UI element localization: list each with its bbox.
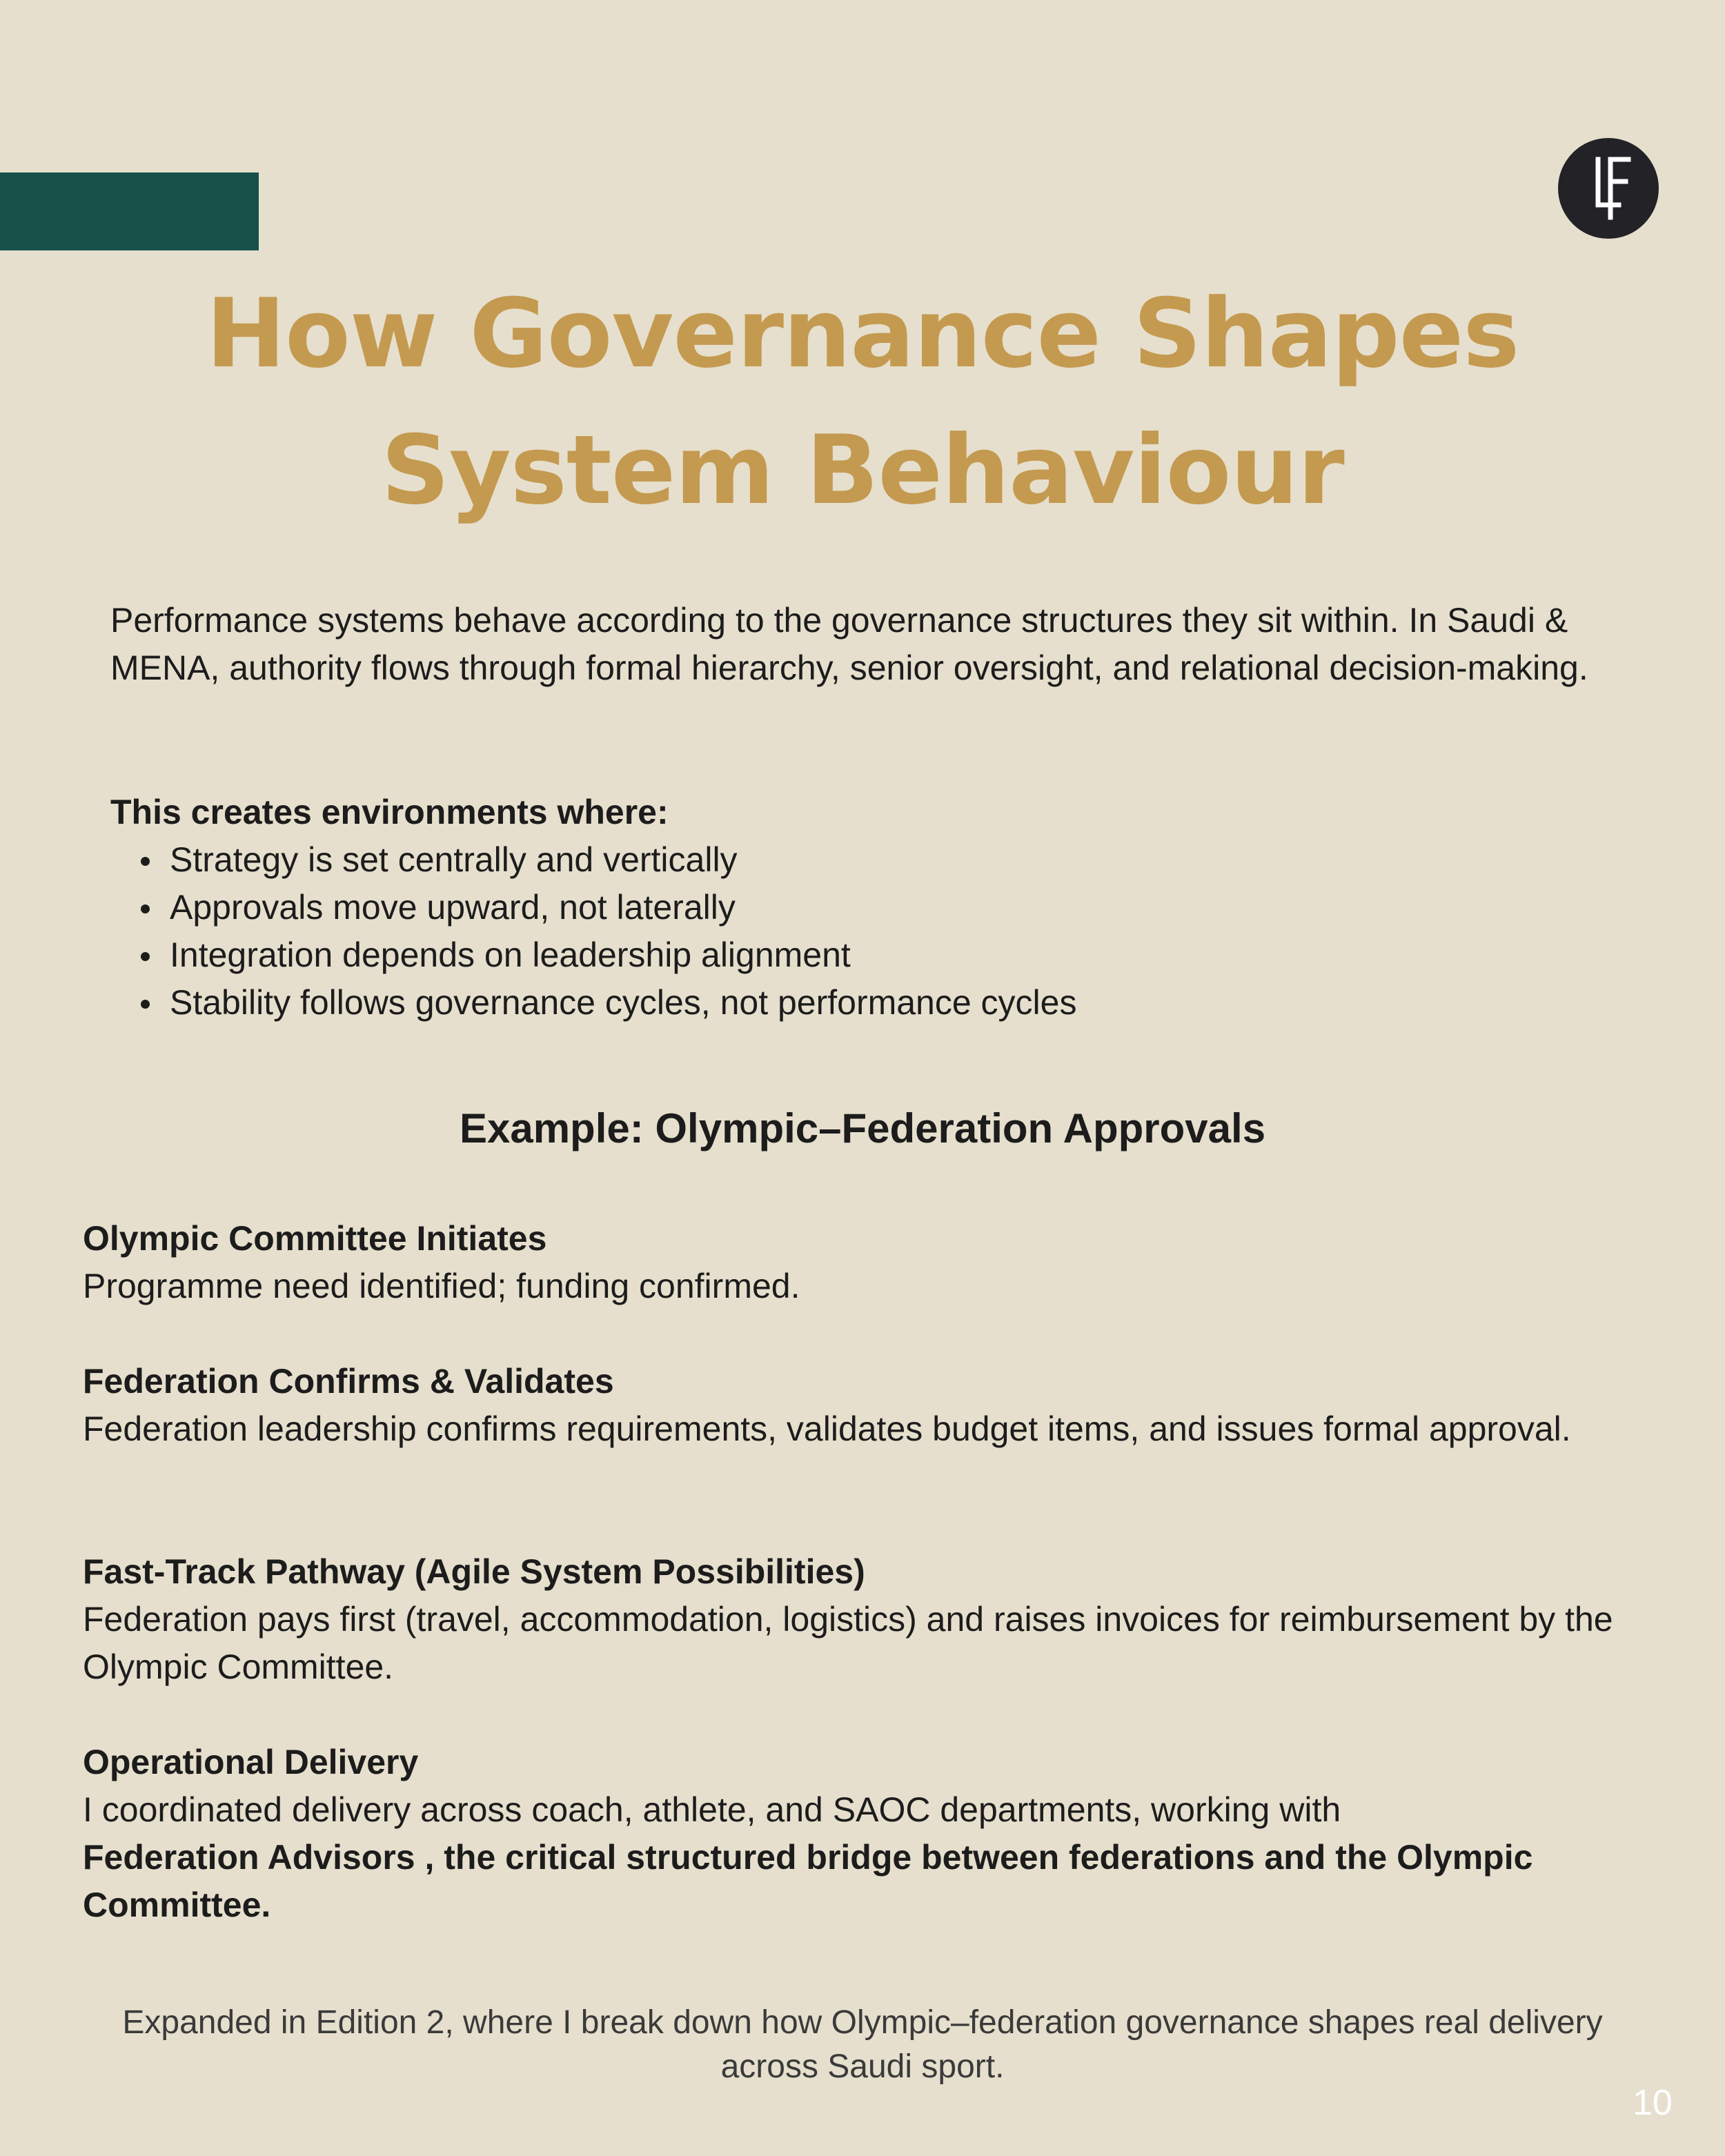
environments-list <box>110 836 1076 1027</box>
page-number: 10 <box>1633 2083 1673 2123</box>
step-fast-track <box>83 1548 1642 1691</box>
title-line-1: How Governance Shapes <box>206 278 1519 389</box>
step-olympic-initiates <box>83 1215 1642 1310</box>
footer-note: Expanded in Edition 2, where I break down how Olympic–federation governance shapes real delivery across Saudi sport. <box>122 2004 1603 2085</box>
intro-paragraph: Performance systems behave according to the governance structures they sit within. In Saudi & MENA, authority flows through formal hierarchy, senior oversight, and relational decision-making. <box>110 601 1588 687</box>
step-title: Fast-Track Pathway (Agile System Possibilities) <box>83 1552 865 1591</box>
environments-heading: This creates environments where: <box>110 793 669 831</box>
step-operational-delivery <box>83 1739 1642 1929</box>
accent-bar <box>0 172 259 250</box>
logo <box>1558 138 1659 239</box>
step-title: Olympic Committee Initiates <box>83 1219 547 1258</box>
lf-monogram-icon <box>1577 155 1639 221</box>
list-item: Integration depends on leadership alignment <box>110 931 1076 979</box>
step-title: Federation Confirms & Validates <box>83 1362 614 1401</box>
step-text: Federation pays first (travel, accommodation, logistics) and raises invoices for reimbursement by the Olympic Committee. <box>83 1600 1613 1686</box>
step-text <box>83 1786 1642 1929</box>
list-item: Stability follows governance cycles, not performance cycles <box>110 979 1076 1027</box>
step-text-plain: I coordinated delivery across coach, athlete, and SAOC departments, working with <box>83 1790 1341 1829</box>
example-title: Example: Olympic–Federation Approvals <box>459 1105 1266 1151</box>
step-text: Federation leadership confirms requirements, validates budget items, and issues formal approval. <box>83 1410 1571 1448</box>
page-title <box>0 266 1725 539</box>
title-line-2: System Behaviour <box>381 415 1344 526</box>
step-text-bold: Federation Advisors , the critical structured bridge between federations and the Olympic Committee. <box>83 1838 1533 1924</box>
step-title: Operational Delivery <box>83 1743 419 1781</box>
list-item: Strategy is set centrally and vertically <box>110 836 1076 884</box>
step-text: Programme need identified; funding confirmed. <box>83 1267 800 1305</box>
list-item: Approvals move upward, not laterally <box>110 884 1076 931</box>
step-federation-confirms <box>83 1358 1642 1453</box>
